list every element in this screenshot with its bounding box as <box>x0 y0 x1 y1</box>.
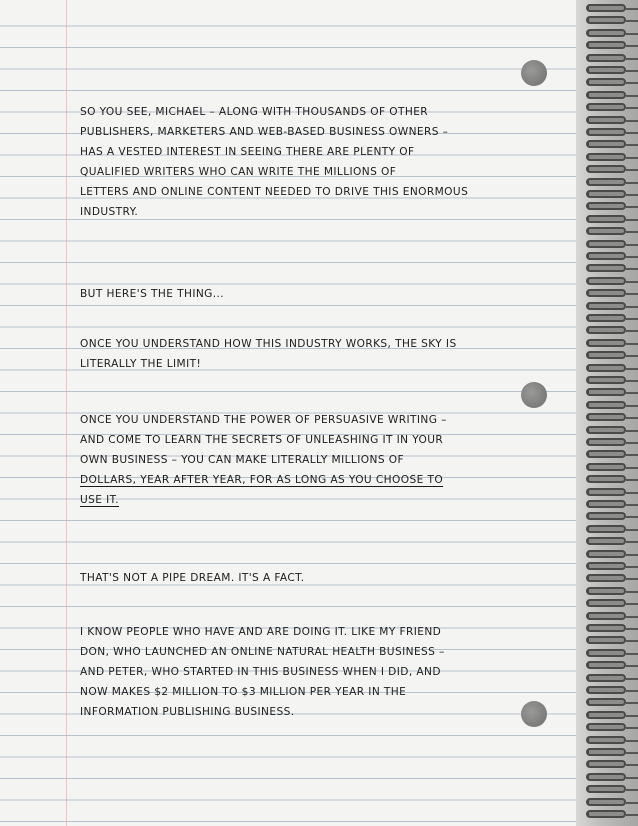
spiral-coil <box>586 500 626 508</box>
spiral-coil <box>586 798 626 806</box>
spiral-coil <box>586 289 626 297</box>
spiral-coil <box>586 326 626 334</box>
text-line: PUBLISHERS, MARKETERS AND WEB-BASED BUSINESS OWNERS – <box>80 126 449 138</box>
text-line: INFORMATION PUBLISHING BUSINESS. <box>80 706 295 718</box>
spiral-coil <box>586 16 626 24</box>
spiral-coil <box>586 178 626 186</box>
text-line: USE IT. <box>80 494 120 506</box>
spiral-coil <box>586 401 626 409</box>
spiral-coil <box>586 649 626 657</box>
spiral-coil <box>586 4 626 12</box>
text-line: LETTERS AND ONLINE CONTENT NEEDED TO DRIVE THIS ENORMOUS <box>80 186 469 198</box>
spiral-coil <box>586 227 626 235</box>
spiral-coil <box>586 426 626 434</box>
spiral-coil <box>586 748 626 756</box>
text-line: DOLLARS, YEAR AFTER YEAR, FOR AS LONG AS YOU CHOOSE TO <box>80 474 444 486</box>
spiral-coil <box>586 773 626 781</box>
spiral-coil <box>586 636 626 644</box>
spiral-coil <box>586 736 626 744</box>
spiral-coil <box>586 450 626 458</box>
margin-line <box>66 0 67 826</box>
spiral-coil <box>586 537 626 545</box>
paragraph-3 <box>80 334 520 374</box>
binder-hole-bottom <box>521 701 547 727</box>
spiral-coil <box>586 240 626 248</box>
spiral-coil <box>586 190 626 198</box>
spiral-coil <box>586 525 626 533</box>
spiral-coil <box>586 339 626 347</box>
spiral-coil <box>586 562 626 570</box>
spiral-coil <box>586 488 626 496</box>
paragraph-6 <box>80 622 520 722</box>
paragraph-4 <box>80 410 520 510</box>
text-line: INDUSTRY. <box>80 206 139 218</box>
spiral-coil <box>586 314 626 322</box>
paragraph-5 <box>80 568 520 588</box>
spiral-coil <box>586 202 626 210</box>
spiral-coil <box>586 574 626 582</box>
spiral-coil <box>586 711 626 719</box>
binder-hole-top <box>521 60 547 86</box>
spiral-coil <box>586 91 626 99</box>
spiral-coil <box>586 512 626 520</box>
spiral-coil <box>586 302 626 310</box>
spiral-coil <box>586 785 626 793</box>
text-line: ONCE YOU UNDERSTAND HOW THIS INDUSTRY WORKS, THE SKY IS <box>80 338 457 350</box>
spiral-coil <box>586 153 626 161</box>
text-line: BUT HERE'S THE THING... <box>80 288 225 300</box>
spiral-coil <box>586 78 626 86</box>
paragraph-2 <box>80 284 520 304</box>
spiral-coil <box>586 66 626 74</box>
spiral-coil <box>586 760 626 768</box>
spiral-coil <box>586 351 626 359</box>
spiral-coil <box>586 41 626 49</box>
paragraph-1 <box>80 102 520 222</box>
text-line: DON, WHO LAUNCHED AN ONLINE NATURAL HEALTH BUSINESS – <box>80 646 445 658</box>
spiral-coil <box>586 624 626 632</box>
spiral-coil <box>586 103 626 111</box>
spiral-coil <box>586 587 626 595</box>
spiral-coil <box>586 252 626 260</box>
text-line: ONCE YOU UNDERSTAND THE POWER OF PERSUASIVE WRITING – <box>80 414 447 426</box>
text-line: I KNOW PEOPLE WHO HAVE AND ARE DOING IT. LIKE MY FRIEND <box>80 626 442 638</box>
spiral-coil <box>586 364 626 372</box>
spiral-coil <box>586 277 626 285</box>
spiral-coil <box>586 128 626 136</box>
text-line: OWN BUSINESS – YOU CAN MAKE LITERALLY MILLIONS OF <box>80 454 404 466</box>
spiral-coil <box>586 698 626 706</box>
text-line: LITERALLY THE LIMIT! <box>80 358 202 370</box>
spiral-coil <box>586 550 626 558</box>
text-line: QUALIFIED WRITERS WHO CAN WRITE THE MILLIONS OF <box>80 166 397 178</box>
text-line: AND COME TO LEARN THE SECRETS OF UNLEASHING IT IN YOUR <box>80 434 444 446</box>
spiral-coil <box>586 599 626 607</box>
spiral-coil <box>586 413 626 421</box>
spiral-coil <box>586 661 626 669</box>
spiral-coil <box>586 215 626 223</box>
text-line: NOW MAKES $2 MILLION TO $3 MILLION PER YEAR IN THE <box>80 686 407 698</box>
spiral-coil <box>586 264 626 272</box>
spiral-coil <box>586 116 626 124</box>
spiral-coil <box>586 463 626 471</box>
spiral-coil <box>586 810 626 818</box>
spiral-coil <box>586 674 626 682</box>
spiral-coil <box>586 612 626 620</box>
text-line: SO YOU SEE, MICHAEL – ALONG WITH THOUSANDS OF OTHER <box>80 106 429 118</box>
spiral-coil <box>586 475 626 483</box>
text-line: AND PETER, WHO STARTED IN THIS BUSINESS WHEN I DID, AND <box>80 666 441 678</box>
spiral-coil <box>586 54 626 62</box>
spiral-coil <box>586 165 626 173</box>
spiral-coil <box>586 438 626 446</box>
binder-hole-middle <box>521 382 547 408</box>
spiral-coil <box>586 29 626 37</box>
spiral-coil <box>586 686 626 694</box>
spiral-coil <box>586 376 626 384</box>
spiral-coil <box>586 723 626 731</box>
spiral-coil <box>586 140 626 148</box>
text-line: HAS A VESTED INTEREST IN SEEING THERE ARE PLENTY OF <box>80 146 415 158</box>
text-line: THAT'S NOT A PIPE DREAM. IT'S A FACT. <box>80 572 305 584</box>
spiral-coil <box>586 388 626 396</box>
